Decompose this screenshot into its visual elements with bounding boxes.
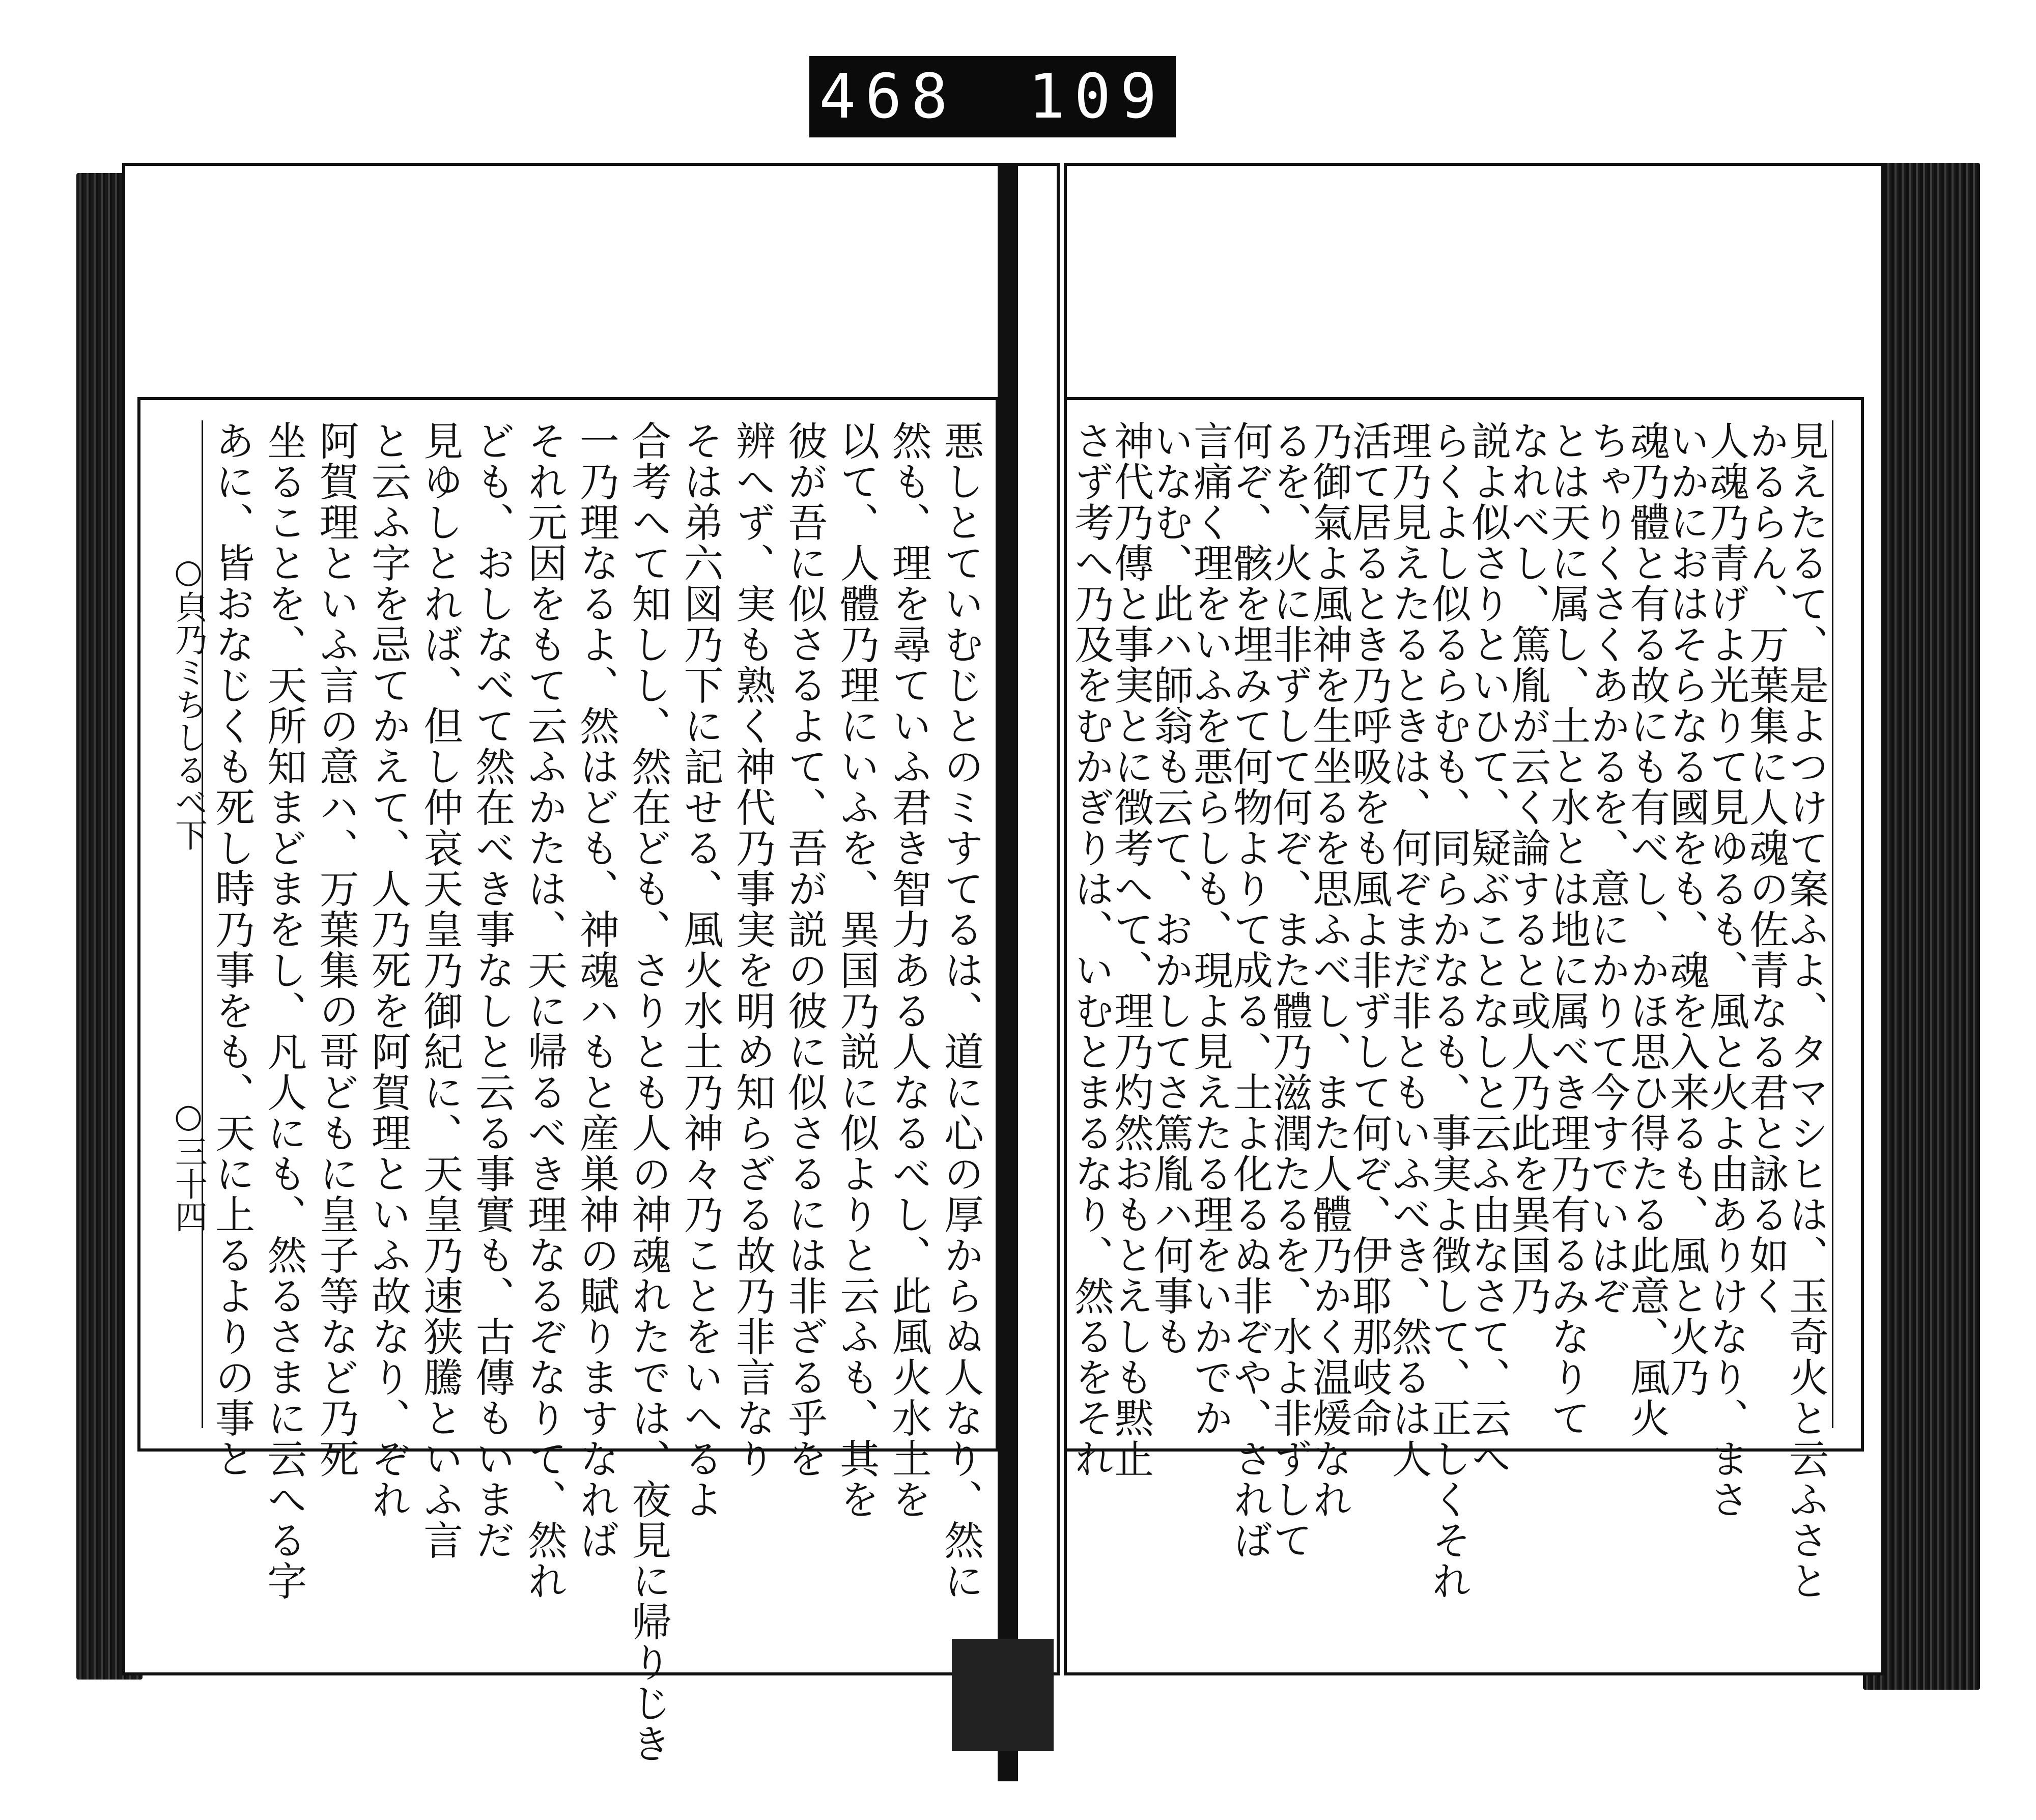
left-text-column: ども、おしなべて然在べき事なしと云る事實も、古傳もいまだ	[469, 420, 515, 1560]
spine-foot	[952, 1639, 1054, 1751]
frame-number-left: 468	[819, 61, 957, 132]
right-text-column: さず考へ乃及をむかぎりは、いむとまるなり、然るをそれ	[1068, 420, 1114, 1479]
left-text-block	[137, 397, 999, 1764]
right-text-column: 神代乃傳と事実とに徴考へて、理乃灼然おもとえしも黙止	[1108, 420, 1153, 1479]
page-number: ○三十四	[169, 1097, 207, 1233]
left-margin-column	[156, 420, 207, 1428]
left-text-column: と云ふ字を忌てかえて、人乃死を阿賀理といふ故なり、ぞれ	[364, 420, 411, 1520]
frame-number-right: 109	[1028, 61, 1166, 132]
right-text-column: いかにおはそらなる國をも、魂を入来るも、風と火乃	[1663, 420, 1709, 1398]
right-text-column: かるらん、万葉集に人魂の佐青なる君と詠る如く	[1743, 420, 1789, 1316]
left-text-column: 悪しとていむじとのミすてるは、道に心の厚からぬ人なり、然に	[937, 420, 983, 1601]
right-text-column: なれべし、篤胤が云く論すると或人乃此を異国乃	[1505, 420, 1550, 1316]
right-text-column: 理乃見えたるときは、何ぞまだ非ともいふべき、然るは人	[1385, 420, 1431, 1479]
right-text-columns	[1068, 420, 1828, 1601]
left-text-column: 彼が吾に似さるよて、吾が説の彼に似さるには非ざる乎を	[781, 420, 828, 1479]
right-text-column: とは天に属し、土と水とは地に属べき理乃有るみなりて	[1544, 420, 1590, 1438]
book-spine	[998, 163, 1018, 1781]
open-book	[66, 163, 1980, 1764]
right-text-column: 人魂乃青げよ光りて見ゆるも、風と火よ由ありけなり、まさ	[1703, 420, 1749, 1520]
right-text-column: 見えたるて、是よつけて案ふよ、タマシヒは、玉奇火と云ふさと	[1783, 420, 1828, 1601]
right-text-column: 魂乃體と有る故にも有べし、かほ思ひ得たる此意、風火	[1624, 420, 1670, 1438]
right-text-column: 乃御氣よ風神を生坐るを思ふべし、また人體乃かく温煖なれ	[1306, 420, 1352, 1520]
right-text-column: いなむ、此ハ師翁も云て、おかしてさ篤胤ハ何事も	[1147, 420, 1193, 1357]
right-text-column: 何ぞ、骸を埋みて何物よりて成る、土よ化るぬ非ぞや、されば	[1227, 420, 1272, 1560]
left-text-column: 阿賀理といふ言の意ハ、万葉集の哥どもに皇子等など乃死	[313, 420, 359, 1479]
left-text-column: 一乃理なるよ、然はども、神魂ハもと産巣神の賦りますなれば	[573, 420, 619, 1560]
right-text-column: らくよし似るらむも、同らかなるも、事実よ徴して、正しくそれ	[1425, 420, 1471, 1601]
left-text-columns	[209, 420, 983, 1764]
right-text-block	[1064, 397, 1864, 1601]
left-text-column: それ元因をもて云ふかたは、天に帰るべき理なるぞなりて、然れ	[521, 420, 567, 1601]
left-text-column: あに、皆おなじくも死し時乃事をも、天に上るよりの事と	[209, 420, 254, 1479]
frame-number-label	[809, 56, 1176, 137]
left-text-column: 合考へて知しし、然在ども、さりとも人の神魂れたでは、夜見に帰りじき	[625, 420, 671, 1764]
right-text-column: 活て居るとき乃呼吸をも風よ非ずして何ぞ、伊耶那岐命	[1346, 420, 1392, 1438]
left-text-column: 坐ることを、天所知まどまをし、凡人にも、然るさまに云へる字	[261, 420, 307, 1601]
right-text-column: 説よ似さりといひて、疑ぶことなしと云ふ由なさて、云へ	[1465, 420, 1511, 1479]
right-text-column: ちゃりくさくあかるを、意にかりて今すでいはぞ	[1584, 420, 1630, 1316]
right-margin-column	[1832, 420, 1854, 1428]
left-text-column: 見ゆしとれば、但し仲哀天皇乃御紀に、天皇乃速狭騰といふ言	[417, 420, 463, 1560]
left-text-column: 辨へず、実も熟く神代乃事実を明め知らざる故乃非言なり	[729, 420, 775, 1479]
left-text-column: 以て、人體乃理にいふを、異国乃説に似よりと云ふも、其を	[833, 420, 880, 1520]
right-text-column: るを、火に非ずして何ぞ、また體乃滋潤たるを、水よ非ずして	[1266, 420, 1312, 1560]
left-text-column: 然も、理を尋ていふ君き智力ある人なるべし、此風火水土を	[885, 420, 931, 1520]
left-text-column: そは弟六図乃下に記せる、風火水土乃神々乃ことをいへるよ	[677, 420, 723, 1520]
running-title: ○㒵乃ミちしるべ下	[169, 553, 207, 851]
right-text-column: 言痛く理をいふを悪らしも、現よ見えたる理をいかでか	[1187, 420, 1233, 1438]
